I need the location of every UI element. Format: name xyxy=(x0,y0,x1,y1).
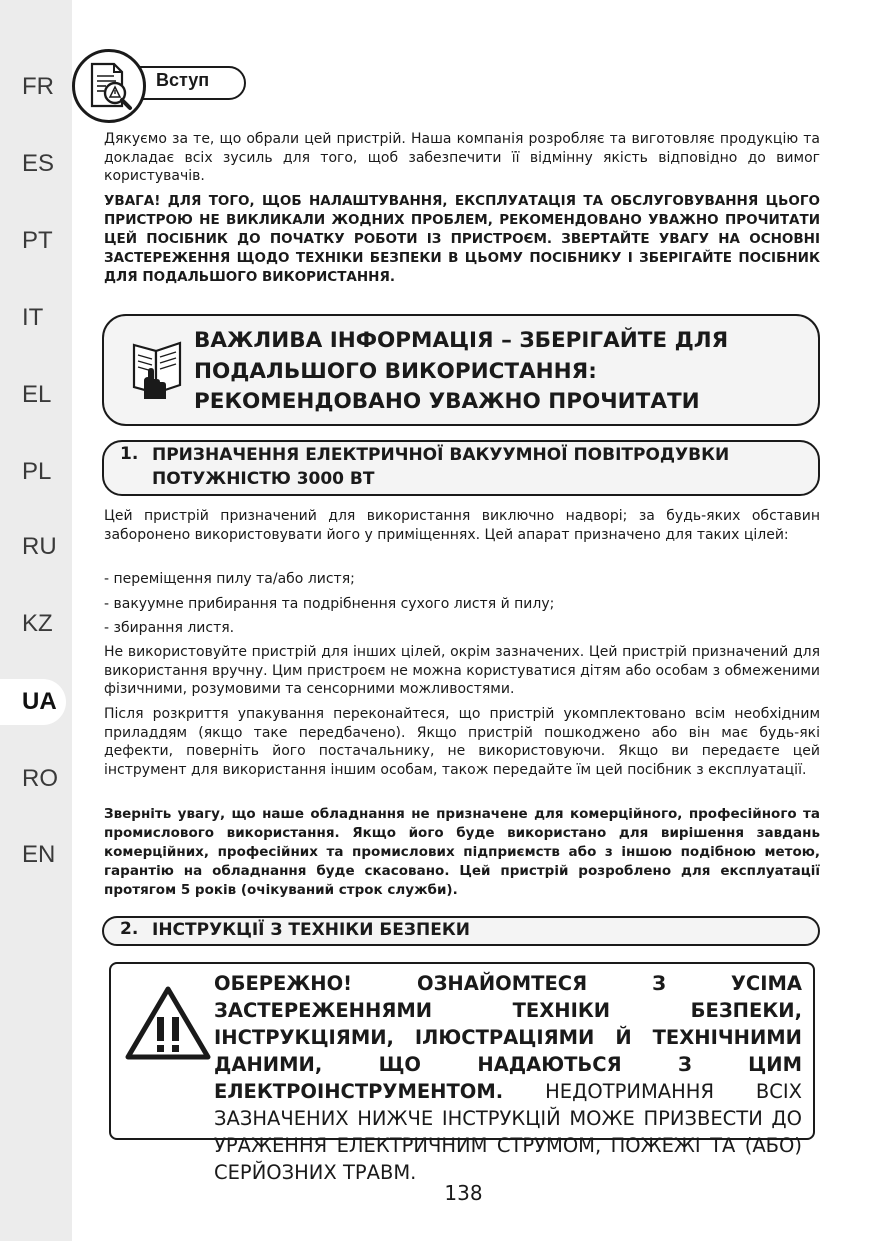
section-2-number: 2. xyxy=(120,919,139,939)
section-1-paragraph-3: Після розкриття упакування переконайтеся, що пристрій укомплектовано всім необхідним приладдям (якщо таке передбачено). Якщо пристрій пошкоджено або він має будь-які дефекти, поверніть його постачальнику, не використовуючи. Якщо ви передаєте цей інструмент для використання іншим особам, також передайте їм цей посібник з експлуатації. xyxy=(104,706,820,778)
lang-tab-ro[interactable]: RO xyxy=(22,765,58,792)
section-1-title-line-1: ПРИЗНАЧЕННЯ ЕЛЕКТРИЧНОЇ ВАКУУМНОЇ ПОВІТРОДУВКИ xyxy=(152,445,730,465)
lang-tab-ua[interactable]: UA xyxy=(0,679,66,725)
page-number: 138 xyxy=(444,1181,483,1205)
intro-title: Вступ xyxy=(156,70,210,90)
section-1-number: 1. xyxy=(120,444,139,464)
lang-tab-kz[interactable]: KZ xyxy=(22,610,53,637)
lang-tab-it[interactable]: IT xyxy=(22,304,44,331)
safety-warning-text xyxy=(214,970,802,1186)
safety-warning-bold: ОБЕРЕЖНО! ОЗНАЙОМТЕСЯ З УСІМА ЗАСТЕРЕЖЕННЯМИ ТЕХНІКИ БЕЗПЕКИ, ІНСТРУКЦІЯМИ, ІЛЮСТРАЦІЯМИ Й ТЕХНІЧНИМИ ДАНИМИ, ЩО НАДАЮТЬСЯ З ЦИМ ЕЛЕКТРОІНСТРУМЕНТОМ. xyxy=(214,972,802,1103)
intro-paragraph: Дякуємо за те, що обрали цей пристрій. Наша компанія розробляє та виготовляє продукцію та докладає всіх зусиль для того, щоб забезпечити її відмінну якість відповідно до вимог користувачів. xyxy=(104,131,820,184)
section-1-intro: Цей пристрій призначений для використання виключно надворі; за будь-яких обставин заборонено використовувати його у приміщеннях. Цей апарат призначено для таких цілей: xyxy=(104,508,820,543)
list-item: - вакуумне прибирання та подрібнення сухого листя й пилу; xyxy=(104,596,555,612)
important-info-text xyxy=(194,326,794,418)
safety-warning-normal: НЕДОТРИМАННЯ ВСІХ ЗАЗНАЧЕНИХ НИЖЧЕ ІНСТРУКЦІЙ МОЖЕ ПРИЗВЕСТИ ДО УРАЖЕННЯ ЕЛЕКТРИЧНИМ СТРУМОМ, ПОЖЕЖІ ТА (АБО) СЕРЙОЗНИХ ТРАВМ. xyxy=(214,1080,803,1184)
document-warning-icon xyxy=(84,60,134,112)
list-item: - переміщення пилу та/або листя; xyxy=(104,571,355,587)
lang-tab-en[interactable]: EN xyxy=(22,841,56,868)
intro-icon-circle xyxy=(72,49,146,123)
section-1-note: Зверніть увагу, що наше обладнання не призначене для комерційного, професійного та промислового використання. Якщо його буде використано для вирішення завдань комерційних, професійних та промислових підприємств або з іншою подібною метою, гарантію на обладнання буде скасовано. Цей пристрій розроблено для експлуатації протягом 5 років (очікуваний строк служби). xyxy=(104,806,820,898)
language-sidebar xyxy=(0,0,72,1241)
lang-tab-ru[interactable]: RU xyxy=(22,533,57,560)
warning-triangle-icon xyxy=(124,985,212,1061)
section-1-title-line-2: ПОТУЖНІСТЮ 3000 ВТ xyxy=(152,469,375,489)
lang-tab-es[interactable]: ES xyxy=(22,150,55,177)
important-line-1: ВАЖЛИВА ІНФОРМАЦІЯ – ЗБЕРІГАЙТЕ ДЛЯ xyxy=(194,328,729,353)
lang-tab-el[interactable]: EL xyxy=(22,381,52,408)
important-line-2: ПОДАЛЬШОГО ВИКОРИСТАННЯ: xyxy=(194,358,597,384)
lang-tab-pt[interactable]: PT xyxy=(22,227,53,254)
important-line-3: РЕКОМЕНДОВАНО УВАЖНО ПРОЧИТАТИ xyxy=(194,389,700,414)
lang-tab-pl[interactable]: PL xyxy=(22,458,52,485)
section-2-title: ІНСТРУКЦІЇ З ТЕХНІКИ БЕЗПЕКИ xyxy=(152,920,470,940)
section-1-paragraph-2: Не використовуйте пристрій для інших цілей, окрім зазначених. Цей пристрій призначений для використання вручну. Цим пристроєм не можна користуватися дітям або особам з обмеженими фізичними, розумовими та сенсорними можливостями. xyxy=(104,644,820,697)
read-manual-icon xyxy=(130,335,186,401)
lang-tab-fr[interactable]: FR xyxy=(22,73,54,100)
intro-warning: УВАГА! ДЛЯ ТОГО, ЩОБ НАЛАШТУВАННЯ, ЕКСПЛУАТАЦІЯ ТА ОБСЛУГОВУВАННЯ ЦЬОГО ПРИСТРОЮ НЕ ВИКЛИКАЛИ ЖОДНИХ ПРОБЛЕМ, РЕКОМЕНДОВАНО УВАЖНО ПРОЧИТАТИ ЦЕЙ ПОСІБНИК ДО ПОЧАТКУ РОБОТИ ІЗ ПРИСТРОЄМ. ЗВЕРТАЙТЕ УВАГУ НА ОСНОВНІ ЗАСТЕРЕЖЕННЯ ЩОДО ТЕХНІКИ БЕЗПЕКИ В ЦЬОМУ ПОСІБНИКУ І ЗБЕРІГАЙТЕ ПОСІБНИК ДЛЯ ПОДАЛЬШОГО ВИКОРИСТАННЯ. xyxy=(104,193,820,285)
list-item: - збирання листя. xyxy=(104,620,235,636)
section-1-title xyxy=(152,443,729,491)
